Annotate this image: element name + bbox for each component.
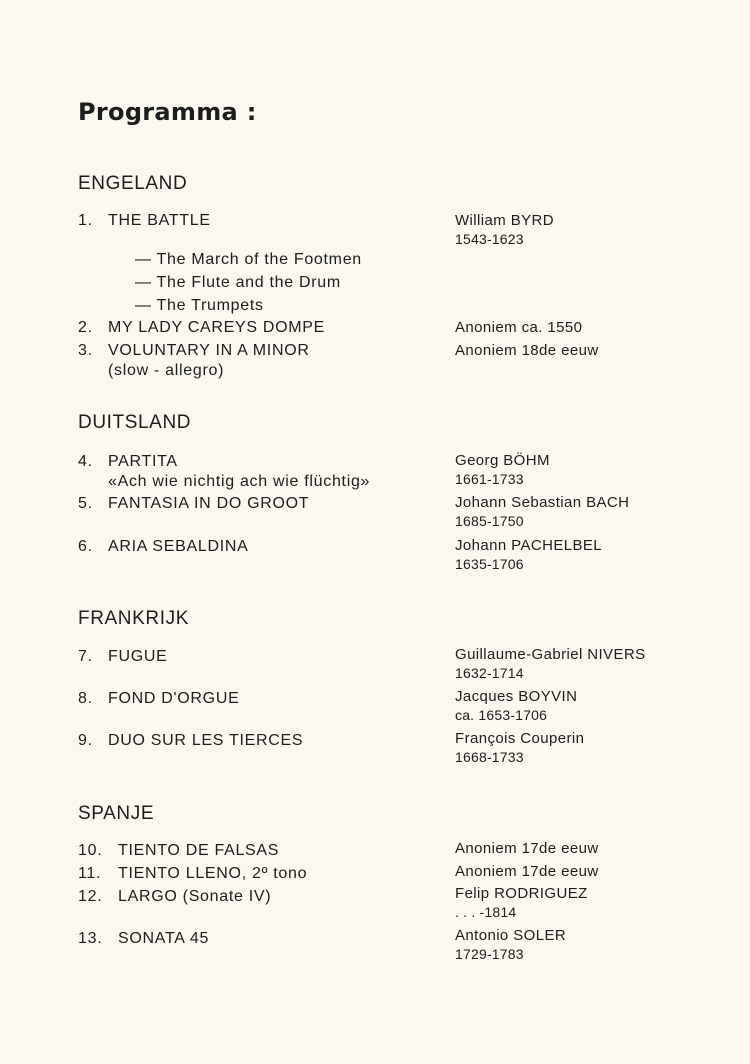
program-item: [78, 689, 239, 708]
work-title: DUO SUR LES TIERCES: [108, 732, 304, 749]
movement-item: — The Flute and the Drum: [135, 274, 341, 291]
composer-name: William BYRD: [455, 212, 554, 229]
item-number: 6.: [78, 538, 93, 555]
composer: [455, 451, 550, 489]
item-number: 1.: [78, 212, 93, 229]
composer-dates: 1632-1714: [455, 665, 524, 681]
composer: [455, 862, 599, 881]
program-item: [78, 211, 211, 230]
program-item: [78, 647, 168, 666]
section-heading-engeland: ENGELAND: [78, 173, 188, 194]
composer-name: Anoniem ca. 1550: [455, 319, 583, 336]
composer-dates: 1668-1733: [455, 749, 524, 765]
item-number: 2.: [78, 319, 93, 336]
composer-dates: 1685-1750: [455, 513, 524, 529]
composer: [455, 341, 599, 360]
program-item: [78, 841, 279, 860]
composer-dates: 1635-1706: [455, 556, 524, 572]
program-item: [78, 929, 209, 948]
composer: [455, 211, 554, 249]
item-number: 11.: [78, 865, 102, 882]
program-item: [78, 494, 309, 513]
item-number: 4.: [78, 453, 93, 470]
item-number: 8.: [78, 690, 93, 707]
composer-name: Felip RODRIGUEZ: [455, 885, 588, 902]
composer-name: Georg BÖHM: [455, 452, 550, 469]
item-number: 10.: [78, 842, 103, 859]
movement-item: — The Trumpets: [135, 297, 264, 314]
item-number: 3.: [78, 342, 93, 359]
work-title: TIENTO DE FALSAS: [118, 842, 280, 859]
composer-dates: ca. 1653-1706: [455, 707, 548, 723]
item-number: 12.: [78, 888, 103, 905]
composer: [455, 687, 577, 725]
composer: [455, 729, 584, 767]
composer-dates: . . . -1814: [455, 904, 517, 920]
work-title: SONATA 45: [118, 930, 210, 947]
section-heading-duitsland: DUITSLAND: [78, 412, 192, 433]
composer: [455, 926, 566, 964]
composer-name: Antonio SOLER: [455, 927, 567, 944]
composer-name: Guillaume-Gabriel NIVERS: [455, 646, 646, 663]
composer-dates: 1661-1733: [455, 471, 524, 487]
work-title: ARIA SEBALDINA: [108, 538, 249, 555]
item-number: 7.: [78, 648, 93, 665]
work-title: VOLUNTARY IN A MINOR: [108, 342, 310, 359]
composer-dates: 1729-1783: [455, 946, 524, 962]
composer: [455, 318, 582, 337]
item-number: 5.: [78, 495, 93, 512]
program-item: [78, 452, 178, 471]
program-item: [78, 731, 303, 750]
work-note: (slow - allegro): [108, 362, 225, 379]
composer-name: Johann PACHELBEL: [455, 537, 603, 554]
composer-name: Anoniem 17de eeuw: [455, 863, 599, 880]
work-title: FANTASIA IN DO GROOT: [108, 495, 310, 512]
work-title: LARGO (Sonate IV): [118, 888, 272, 905]
section-heading-frankrijk: FRANKRIJK: [78, 608, 189, 629]
composer: [455, 884, 588, 922]
composer: [455, 839, 599, 858]
page-title: Programma :: [78, 98, 257, 126]
program-item: [78, 537, 249, 556]
program-item: [78, 887, 271, 906]
program-item: [78, 864, 307, 883]
composer-name: François Couperin: [455, 730, 585, 747]
composer-name: Johann Sebastian BACH: [455, 494, 630, 511]
composer: [455, 493, 629, 531]
work-title: TIENTO LLENO, 2º tono: [118, 865, 308, 882]
work-title: FUGUE: [108, 648, 168, 665]
work-title: PARTITA: [108, 453, 178, 470]
program-item: [78, 341, 310, 360]
work-title: FOND D'ORGUE: [108, 690, 240, 707]
work-note: «Ach wie nichtig ach wie flüchtig»: [108, 473, 371, 490]
composer: [455, 536, 602, 574]
work-title: MY LADY CAREYS DOMPE: [108, 319, 326, 336]
composer-dates: 1543-1623: [455, 231, 524, 247]
program-item: [78, 318, 325, 337]
work-title: THE BATTLE: [108, 212, 211, 229]
movement-item: — The March of the Footmen: [135, 251, 362, 268]
section-heading-spanje: SPANJE: [78, 803, 155, 824]
composer-name: Anoniem 18de eeuw: [455, 342, 599, 359]
item-number: 9.: [78, 732, 93, 749]
composer-name: Anoniem 17de eeuw: [455, 840, 599, 857]
item-number: 13.: [78, 930, 103, 947]
composer: [455, 645, 646, 683]
composer-name: Jacques BOYVIN: [455, 688, 578, 705]
